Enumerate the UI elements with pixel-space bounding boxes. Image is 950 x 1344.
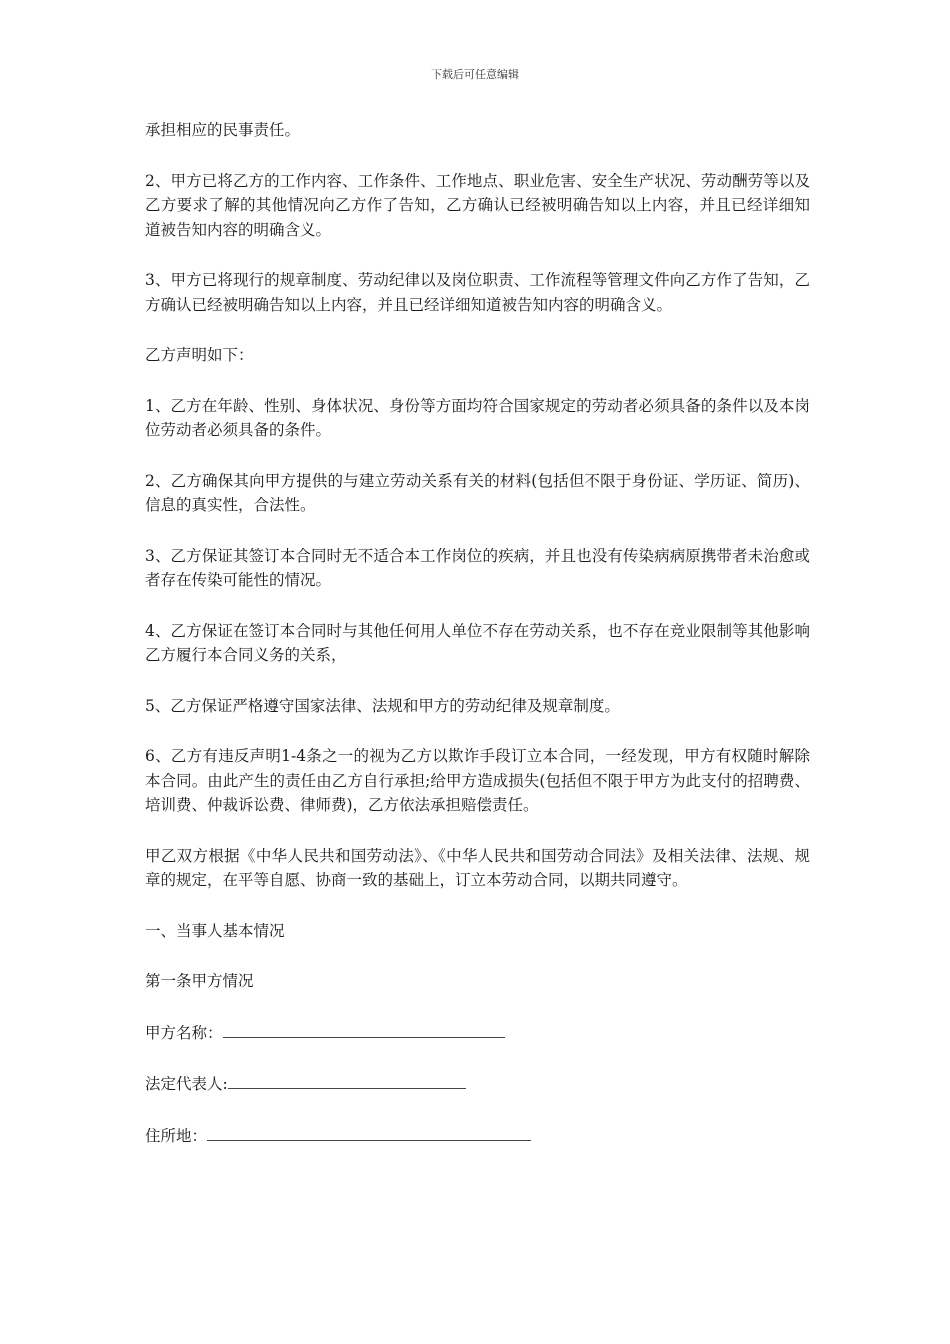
party-b-declaration-heading: 乙方声明如下： bbox=[145, 346, 254, 364]
legal-rep-label: 法定代表人: bbox=[145, 1075, 228, 1093]
article-heading-party-a: 第一条甲方情况 bbox=[145, 972, 254, 990]
page-header: 下载后可任意编辑 bbox=[431, 68, 519, 81]
paragraph-party-b-clause-1: 1、乙方在年龄、性别、身体状况、身份等方面均符合国家规定的劳动者必须具备的条件以及本岗位劳动者必须具备的条件。 bbox=[145, 396, 810, 439]
address-label: 住所地： bbox=[145, 1126, 208, 1145]
paragraph-party-a-clause-2: 2、甲方已将乙方的工作内容、工作条件、工作地点、职业危害、安全生产状况、劳动酬劳等以及乙方要求了解的其他情况向乙方作了告知，乙方确认已经被明确告知以上内容，并且已经详细知道被告知内容的明确含义。 bbox=[145, 171, 810, 239]
paragraph-civil-liability: 承担相应的民事责任。 bbox=[145, 121, 301, 139]
party-a-name-field bbox=[145, 1020, 810, 1046]
address-field bbox=[145, 1123, 810, 1149]
legal-rep-field bbox=[145, 1071, 810, 1097]
paragraph-party-b-clause-4: 4、乙方保证在签订本合同时与其他任何用人单位不存在劳动关系，也不存在竞业限制等其他影响乙方履行本合同义务的关系， bbox=[145, 621, 810, 664]
paragraph-legal-basis: 甲乙双方根据《中华人民共和国劳动法》、《中华人民共和国劳动合同法》及相关法律、法规、规章的规定，在平等自愿、协商一致的基础上，订立本劳动合同，以期共同遵守。 bbox=[145, 846, 810, 889]
party-a-name-blank[interactable] bbox=[223, 1020, 505, 1038]
party-a-name-label: 甲方名称： bbox=[145, 1023, 223, 1042]
address-blank[interactable] bbox=[207, 1123, 531, 1141]
paragraph-party-b-clause-3: 3、乙方保证其签订本合同时无不适合本工作岗位的疾病，并且也没有传染病病原携带者未治愈或者存在传染可能性的情况。 bbox=[145, 546, 810, 589]
paragraph-party-b-clause-5: 5、乙方保证严格遵守国家法律、法规和甲方的劳动纪律及规章制度。 bbox=[145, 696, 620, 715]
section-heading-basic-info: 一、当事人基本情况 bbox=[145, 921, 285, 940]
paragraph-party-a-clause-3: 3、甲方已将现行的规章制度、劳动纪律以及岗位职责、工作流程等管理文件向乙方作了告知，乙方确认已经被明确告知以上内容，并且已经详细知道被告知内容的明确含义。 bbox=[145, 271, 810, 314]
paragraph-party-b-clause-6: 6、乙方有违反声明1-4条之一的视为乙方以欺诈手段订立本合同，一经发现，甲方有权随时解除本合同。由此产生的责任由乙方自行承担;给甲方造成损失(包括但不限于甲方为此支付的招聘费、培训费、仲裁诉讼费、律师费)，乙方依法承担赔偿责任。 bbox=[145, 747, 810, 814]
legal-rep-blank[interactable] bbox=[228, 1071, 466, 1089]
paragraph-party-b-clause-2: 2、乙方确保其向甲方提供的与建立劳动关系有关的材料(包括但不限于身份证、学历证、简历)、信息的真实性，合法性。 bbox=[145, 471, 810, 514]
document-body bbox=[145, 118, 810, 1174]
